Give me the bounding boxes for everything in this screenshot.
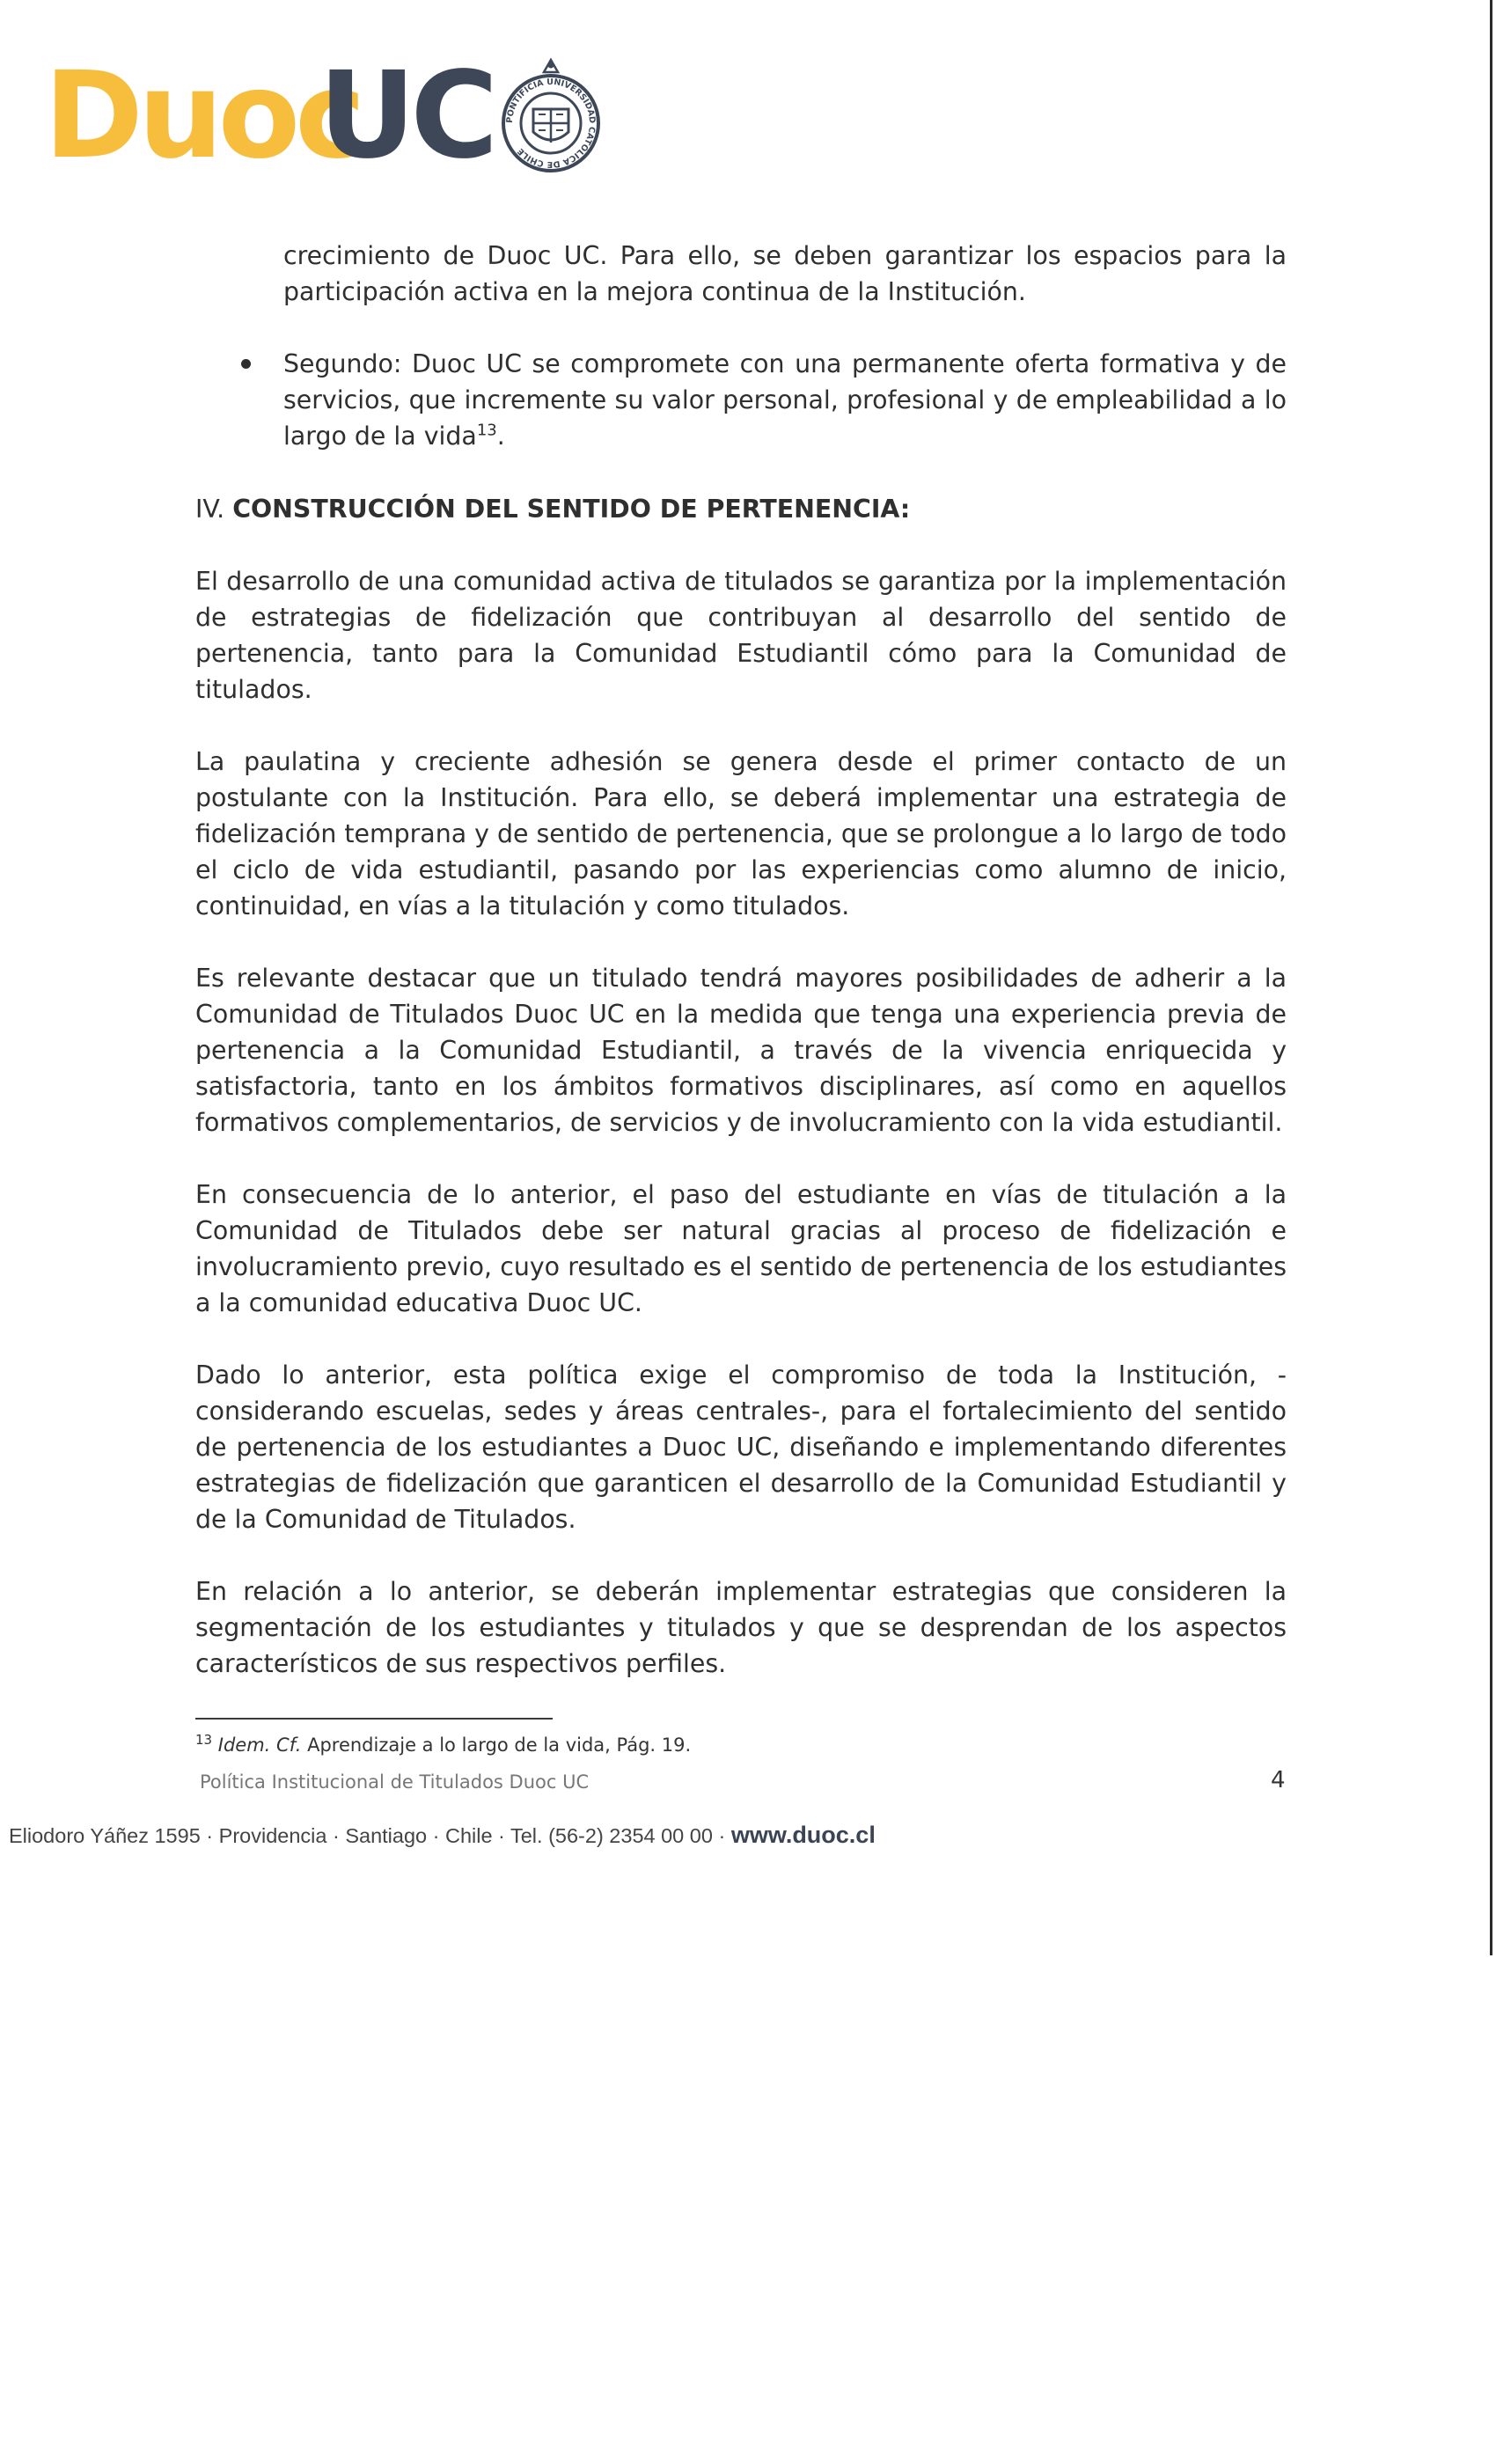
- footer-doc-title: Política Institucional de Titulados Duoc UC: [200, 1771, 590, 1793]
- footnote-italic: Idem. Cf.: [217, 1734, 302, 1756]
- website-link[interactable]: www.duoc.cl: [730, 1822, 876, 1848]
- bullet-end: .: [496, 422, 505, 451]
- logo-duoc-text: Duoc: [44, 47, 361, 186]
- bullet-text: Segundo: Duoc UC se compromete con una permanente oferta formativa y de servicios, que incremente su valor personal, profesional y de empleabilidad a lo largo de la vida: [283, 349, 1287, 451]
- bullet-item: [195, 346, 1287, 454]
- paragraph-1: El desarrollo de una comunidad activa de titulados se garantiza por la implementación de estrategias de fidelización que contribuyan al desarrollo del sentido de pertenencia, tanto para la Comunidad Estudiantil cómo para la Comunidad de titulados.: [195, 567, 1287, 704]
- section-number: IV.: [195, 495, 225, 524]
- university-seal-icon: [495, 56, 607, 176]
- continuation-paragraph: crecimiento de Duoc UC. Para ello, se deben garantizar los espacios para la participación activa en la mejora continua de la Institución.: [283, 241, 1287, 306]
- page-number: 4: [1271, 1767, 1286, 1793]
- paragraph-2: La paulatina y creciente adhesión se genera desde el primer contacto de un postulante con la Institución. Para ello, se deberá implementar una estrategia de fidelización temprana y de sentido de pertenencia, que se prolongue a lo largo de todo el ciclo de vida estudiantil, pasando por las experiencias como alumno de inicio, continuidad, en vías a la titulación y como titulados.: [195, 747, 1287, 920]
- footnote-divider: [195, 1718, 553, 1720]
- bullet-icon: [241, 359, 251, 369]
- scan-edge-line: [1490, 0, 1492, 1955]
- address-text: Eliodoro Yáñez 1595 · Providencia · Santiago · Chile · Tel. (56-2) 2354 00 00 ·: [9, 1824, 731, 1847]
- logo-uc-text: UC: [319, 47, 494, 186]
- paragraph-4: En consecuencia de lo anterior, el paso del estudiante en vías de titulación a la Comunidad de Titulados debe ser natural gracias al proceso de fidelización e involucramiento previo, cuyo resultado es el sentido de pertenencia de los estudiantes a la comunidad educativa Duoc UC.: [195, 1180, 1287, 1317]
- footnote-ref: 13: [476, 421, 497, 440]
- footer-address: [9, 1819, 876, 1852]
- paragraph-5: Dado lo anterior, esta política exige el compromiso de toda la Institución, -considerando escuelas, sedes y áreas centrales-, para el fortalecimiento del sentido de pertenencia de los estudiantes a Duoc UC, diseñando e implementando diferentes estrategias de fidelización que garanticen el desarrollo de la Comunidad Estudiantil y de la Comunidad de Titulados.: [195, 1360, 1287, 1534]
- footnote: [195, 1732, 691, 1758]
- section-heading: [195, 491, 1287, 527]
- section-title: CONSTRUCCIÓN DEL SENTIDO DE PERTENENCIA:: [232, 495, 911, 524]
- document-body: [195, 238, 1287, 1682]
- paragraph-3: Es relevante destacar que un titulado tendrá mayores posibilidades de adherir a la Comunidad de Titulados Duoc UC en la medida que tenga una experiencia previa de pertenencia a la Comunidad Estudiantil, a través de la vivencia enriquecida y satisfactoria, tanto en los ámbitos formativos disciplinares, así como en aquellos formativos complementarios, de servicios y de involucramiento con la vida estudiantil.: [195, 964, 1287, 1137]
- footnote-number: 13: [195, 1732, 213, 1748]
- footnote-text: Aprendizaje a lo largo de la vida, Pág. 19.: [301, 1734, 692, 1756]
- header-logo: [44, 47, 598, 186]
- paragraph-6: En relación a lo anterior, se deberán implementar estrategias que consideren la segmentación de los estudiantes y titulados y que se desprendan de los aspectos característicos de sus respectivos perfiles.: [195, 1577, 1287, 1678]
- seal-text: PONTIFICIA UNIVERSIDAD CATÓLICA DE CHILE: [504, 77, 598, 170]
